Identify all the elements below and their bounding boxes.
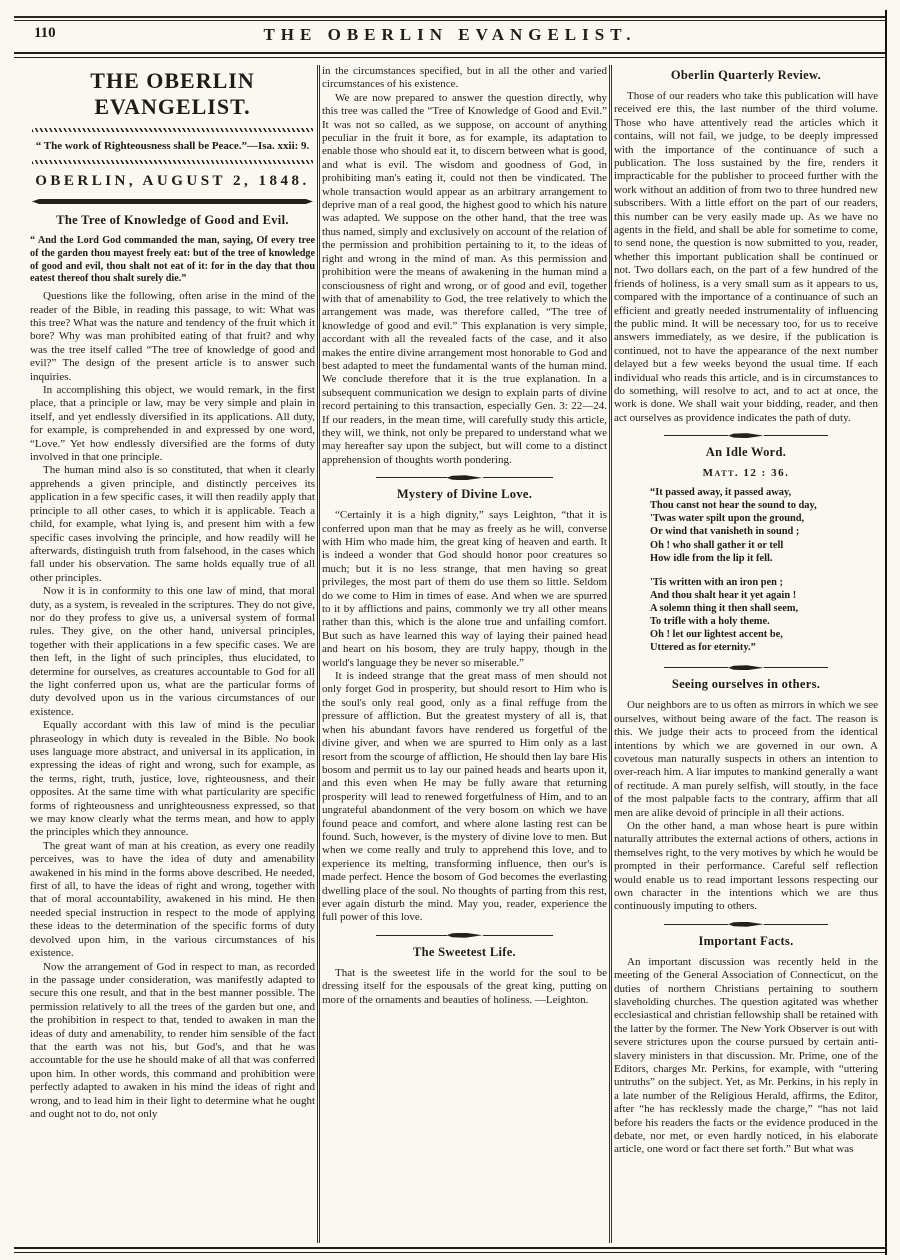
verse-reference: Matt. 12 : 36.: [702, 467, 790, 480]
page-number: 110: [34, 25, 56, 41]
article-title-important-facts: Important Facts.: [698, 933, 794, 948]
paragraph: Equally accordant with this law of mind is the peculiar phraseology in which duty is revealed in the Bible. No book uses language more abstract, and universal in its application, in expressing the ideas of right and wrong, such for example, as the terms, right, truth, justice, love, righteousness, and their opposites. At the same time with what particularity are specific forms of righteousness and unrighteousness expressed, so that we may know clearly what the terms mean, and how to apply the principles which they announce.: [30, 719, 315, 839]
section-divider: [376, 933, 553, 938]
column-layout: [0, 58, 900, 1243]
pointed-rule: [32, 199, 313, 204]
article-body-tree-of-knowledge: [30, 290, 315, 1121]
diamond-ornament: [728, 665, 764, 670]
poem-line: 'Tis written with an iron pen ;: [650, 576, 783, 588]
newspaper-title: THE OBERLIN EVANGELIST.: [263, 25, 637, 44]
paragraph: “Certainly it is a high dignity,” says Leighton, “that it is conferred upon man that he may as freely as he will, converse with Him who made him, the great king of heaven and earth. It is indeed a wonder that God should honor poor creatures so much; but it is no less strange, that men having so great privileges, the most part of them do use them so little. Seldom do we come to Him in times of ease. And when we are spurred to it by afflictions and pains, commonly we try all other means rather than this, which is the alone true and unfailing comfort. But such as have learned this way of laying their pained head and heart on his bosom, they are truly happy, though in the world's language they be never so miserable.”: [322, 509, 607, 669]
paragraph: Now it is in conformity to this one law of mind, that moral duty, as a system, is revealed in the scriptures. They do not give, nor do they profess to give us, a universal system of formal rules. They give, on the other hand, universal principles, together with their applications in a few specific cases. We are then left, in the light of such principles, thus elucidated, to determine for ourselves, as creatures accountable to God for all the light conferred upon us, what are the particular forms of duty devolved upon us in the various circumstances of our existence.: [30, 585, 315, 718]
article-body-sweetest-life: [322, 967, 607, 1007]
page-bottom-rule: [14, 1247, 886, 1253]
paragraph: Our neighbors are to us often as mirrors in which we see ourselves, without being aware of the fact. The reason is this. We judge their acts to proceed from the identical intentions by which we are governed in our own. A covetous man naturally suspects in others an intention to over-reach him. A liar imputes to mankind generally a want of rectitude. A man purely selfish, will stoutly, in the face of the most palpable facts to the contrary, affirm that all men are alike devoid of principle in all their actions.: [614, 699, 878, 819]
dateline: OBERLIN, AUGUST 2, 1848.: [35, 173, 310, 189]
masthead-block: [30, 65, 315, 164]
wavy-rule: [32, 160, 313, 164]
wavy-rule: [32, 128, 313, 132]
poem-line: Uttered as for eternity.”: [650, 642, 756, 654]
running-head: [0, 21, 900, 49]
poem-line: Oh ! who shall gather it or tell: [650, 539, 784, 551]
article-title-seeing-ourselves: Seeing ourselves in others.: [671, 677, 821, 692]
paragraph: On the other hand, a man whose heart is pure within naturally attributes the external actions of others, actions in themselves right, to the very motives by which he would be prompted in their performance. Careful self reflection would enable us to read important lessons respecting our own character in the intentions which we are thus continuously imputing to others.: [614, 819, 878, 913]
article-title-an-idle-word: An Idle Word.: [705, 445, 787, 460]
paragraph: The human mind also is so constituted, that when it clearly apprehends a given principle, and distinctly perceives its application in a few specific cases, it will then readily apply that principle to all other cases, to which it is applicable. Teach a child, for example, what lying is, and present him with a few specific cases involving the principle, and how readily will he afterwards, distinguish truth from falsehood, in the cases which fall under his observation. The same holds equally true of all other principles.: [30, 464, 315, 584]
diamond-ornament: [447, 475, 483, 480]
paragraph: In accomplishing this object, we would remark, in the first place, that a principle or law, may be very simple and plain in itself, and yet endlessly diversified in its applications. All duty, for example, is comprehended in and expressed by one word, “Love.” Yet how endlessly diversified are the forms of duty involved in that one principle.: [30, 384, 315, 464]
diamond-ornament: [728, 922, 764, 927]
article-title-oberlin-quarterly-review: Oberlin Quarterly Review.: [670, 68, 822, 82]
column-1: [30, 65, 315, 1243]
section-divider: [664, 433, 828, 438]
paragraph: We are now prepared to answer the question directly, why this tree was called the “Tree of Knowledge of Good and Evil.” It was not so called, as we suppose, on account of anything peculiar in the fruit it bore, as for example, its adaptation to enable those who should eat it, to discern between what is good, and what is evil. The wisdom and goodness of God, in prohibiting man's eating it, could not then be vindicated. The whole transaction would appear as an arbitrary arrangement to deprive man of a real good, the highest good to which his nature was adapted. We suppose on the other hand, that the tree was thus named, simply and exclusively on account of the relation of the permission and prohibition pertaining to it, to the ideas of right and wrong in the mind of man. As this permission and prohibition were the means of awakening in the human mind a consciousness of right and wrong, or of good and evil, together with that of amenability to God, the tree relatively to which the arrangement was made, was therefore called, “The tree of knowledge of good and evil.” This explanation is very simple, accordant with all the revealed facts of the case, and it also makes the entire divine arrangement most honorable to God and best adapted to meet the fundamental wants of the human mind. We conclude therefore that it is the true explanation. In a subsequent communication we design to explain parts of divine record pertaining to this transaction, especially Gen. 3: 22—24. If our readers, in the mean time, will carefully study this article, they will, we think, not only be prepared to understand what we may hereafter say upon the subject, but will come to a distinct apprehension of thoughts worth pondering.: [322, 91, 607, 466]
poem-line: 'Twas water spilt upon the ground,: [650, 513, 805, 525]
article-continuation: [322, 65, 607, 467]
poem-line: A solemn thing it then shall seem,: [650, 602, 799, 614]
article-body-mystery-of-divine-love: [322, 509, 607, 925]
paragraph: in the circumstances specified, but in all the other and varied circumstances of his existence.: [322, 65, 607, 91]
poem-line: Or wind that vanisheth in sound ;: [650, 526, 800, 538]
article-title-tree-of-knowledge: The Tree of Knowledge of Good and Evil.: [56, 213, 289, 227]
poem-line: “It passed away, it passed away,: [650, 487, 792, 499]
diamond-ornament: [447, 933, 483, 938]
paragraph: Those of our readers who take this publication will have received ere this, the last number of the third volume. Those who have attentively read the articles which it contains, will not fail, we judge, to be deeply impressed with the importance of the continuance of such a publication. The loss sustained by the fire, renders it impracticable for the publisher to proceed further with the work without an addition of from two to three hundred new subscribers. With a little effort on the part of our readers, this number can be very easily made up. As we have no agents in the field, and shall be able for sometime to come, to send none, the question is now submitted to you, reader, whether this important publication shall be continued or not. Two dollars each, on the part of a few hundred of the friends of holiness, is a very small sum as it appears to us, compared with the importance of a continuance of such an efficient and greatly needed instrumentality of influencing the public mind. It will be necessary too, for us to receive answers immediately, as we desire, if the publication is continued, not to have the appearance of the next number delayed but a few weeks beyond the usual time. If each individual who reads this article, and is in circumstances to do something, will resolve to act, and to act at once, the work is done. We shall wait your bidding, reader, and then act ourselves as providence indicates the path of duty.: [614, 90, 878, 424]
article-body-seeing-ourselves: [614, 699, 878, 914]
poem-line: How idle from the lip it fell.: [650, 552, 773, 564]
article-epigraph: “ And the Lord God commanded the man, saying, Of every tree of the garden thou mayest freely eat: but of the tree of knowledge of good and evil, thou shalt not eat of it: for in the day that thou eatest thereof thou shalt surely die.”: [30, 235, 315, 285]
article-title-mystery-of-divine-love: Mystery of Divine Love.: [396, 487, 533, 502]
poem-line: And thou shalt hear it yet again !: [650, 589, 797, 601]
section-divider: [664, 665, 828, 670]
poem-line: To trifle with a holy theme.: [650, 616, 770, 627]
article-title-sweetest-life: The Sweetest Life.: [413, 944, 516, 959]
page-right-edge-rule: [885, 10, 888, 1255]
poem-line: Oh ! let our lightest accent be,: [650, 629, 783, 641]
column-2: [322, 65, 607, 1243]
paragraph: That is the sweetest life in the world for the soul to be dressing itself for the espousals of the great king, putting on more of the ornaments and beauties of holiness. —Leighton.: [322, 966, 607, 1006]
article-body-important-facts: [614, 956, 878, 1157]
poem-line: Thou canst not hear the sound to day,: [650, 500, 817, 512]
paragraph: It is indeed strange that the great mass of men should not only forget God in prosperity, but should resort to Him who is the soul's only real good, only as a final reffuge from the pressure of affliction. But the greatest mystery of all is, that when his abundant favors have rendered us forgetful of the divine giver, and when we are spurred to Him only as a last resort from the scourge of affliction, He should then lay bare His bosom and permit us to lay our pained heads and hearts upon it, and this even when He may be fully aware that returning prosperity will lead to renewed forgetfulness of Him, and to an ungrateful abandonment of the very bosom on which we have found peace and comfort, and where alone lasting rest can be found. Such, however, is the mystery of divine love to men. But when we come really and truly to apprehend this love, and to experience its melting, transforming influence, then our's is made perfect. Hence the bosom of God becomes the everlasting dwelling place of the soul. No thoughts of parting from this rest, ever again disturb the mind. May you, reader, experience the full power of this love.: [322, 670, 607, 924]
poem-stanza-2: [650, 576, 878, 655]
paragraph: Now the arrangement of God in respect to man, as recorded in the passage under consideration, was manifestly adapted to secure this one result, and that in the best manner possible. The permission relatively to all the trees of the garden but one, and the prohibition in respect to that, tended to awaken in man the ideas of duty and amenability, to render him sensible of the fact that the earth was not his, but God's, and that he was accountable for the use he should make of all that was conferred upon him. In other words, this command and prohibition were perfectly adapted to awaken in his mind the ideas of right and wrong, and to lead him in their light to determine what he ought and ought not to do, not only: [30, 960, 315, 1120]
column-3: [614, 65, 884, 1243]
column-rule: [317, 65, 320, 1243]
article-body-oberlin-quarterly-review: [614, 90, 878, 425]
paragraph: The great want of man at his creation, as every one readily perceives, was to have the idea of duty and amenability awakened in his mind in the forms above described. He needed, first of all, to have the ideas of right and wrong, together with that of moral accountability, awakened in his mind. He then needed special instruction in respect to the mode of applying these ideas to the determination of the specific forms of duty devolved upon him, in the various circumstances of his existence.: [30, 839, 315, 960]
masthead-title: THE OBERLIN EVANGELIST.: [90, 68, 255, 119]
section-divider: [376, 475, 553, 480]
paragraph: An important discussion was recently held in the meeting of the General Association of Connecticut, on the duties of northern Christians pertaining to southern slaveholding churches. The question agitated was whether ecclesiastical and christian fellowship shall be retained with the latter by the former. The New York Observer is out with severe strictures upon the course pursued by certain anti-slavery ministers in that discussion. Mr. Prime, one of the Editors, charges Mr. Perkins, for example, with “uttering untruths” on the subject. Yet, as Mr. Perkins, in his reply in a late number of the Religious Herald, affirms, the Editor, after “he has recklessly made the charge,” “has not laid before his readers the facts or the evidence produced in the debate, nor met, or even hardly noticed, in his elaborate article, one word or fact there set forth.” But what was: [614, 955, 878, 1156]
motto: “ The work of Righteousness shall be Peace.”—Isa. xxii: 9.: [35, 140, 310, 152]
section-divider: [664, 922, 828, 927]
paragraph: Questions like the following, often arise in the mind of the reader of the Bible, in reading this passage, to wit: What was this tree? What was the nature and tendency of the fruit which it bore? Why was man prohibited eating of that fruit? and why was the tree itself called “The tree of knowledge of good and evil?” The design of the present article is to answer such inquiries.: [30, 290, 315, 383]
poem-stanza-1: [650, 486, 878, 565]
diamond-ornament: [728, 433, 764, 438]
column-rule: [609, 65, 612, 1243]
